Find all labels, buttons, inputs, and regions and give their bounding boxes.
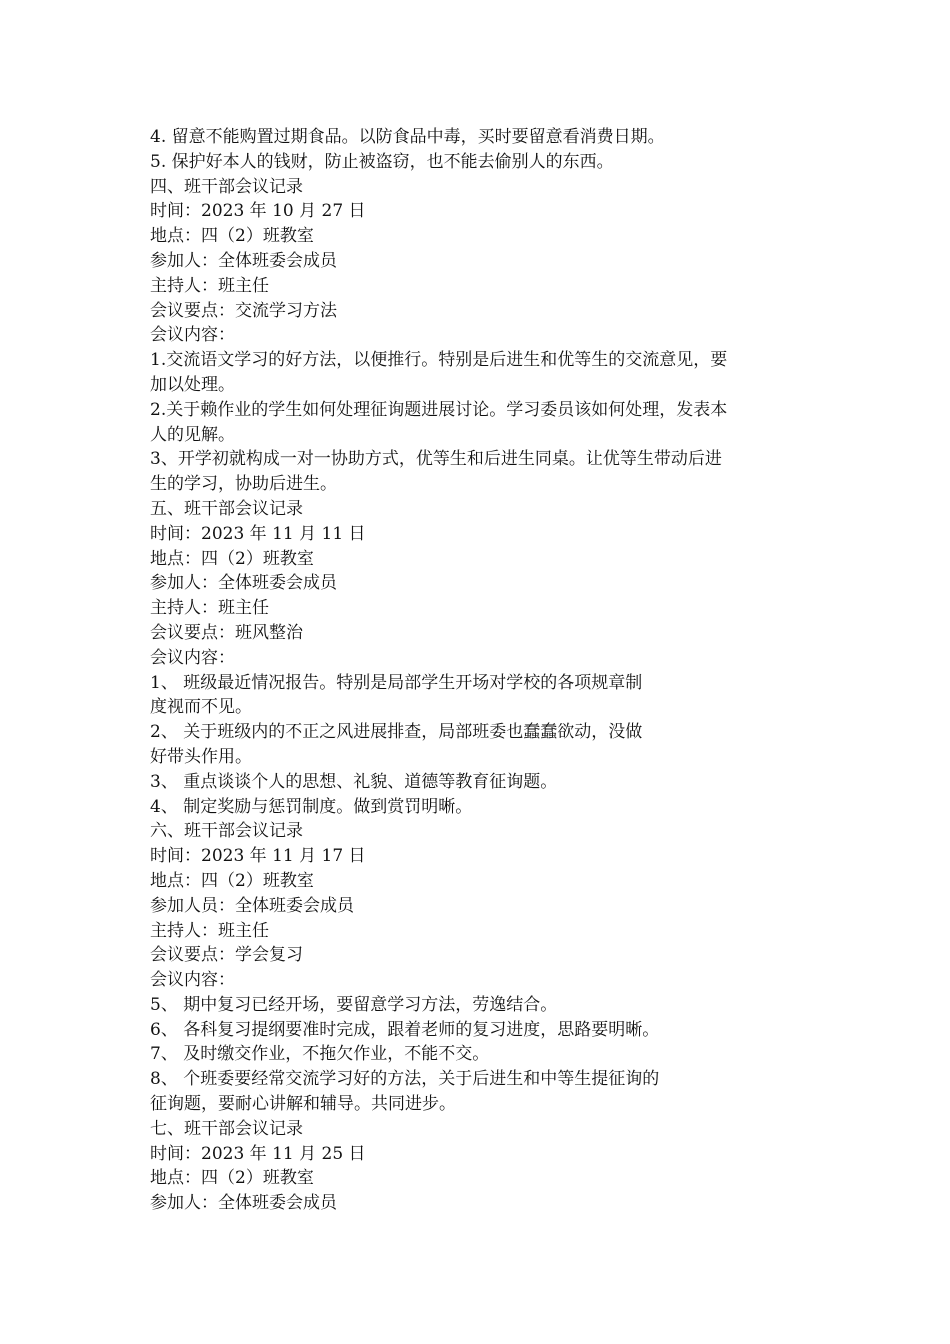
section-heading: 六、班干部会议记录 bbox=[150, 821, 303, 842]
meeting-location: 地点：四（2）班教室 bbox=[150, 548, 314, 569]
meeting-content-label: 会议内容： bbox=[150, 970, 235, 991]
section-heading: 七、班干部会议记录 bbox=[150, 1118, 303, 1139]
meeting-attendees: 参加人：全体班委会成员 bbox=[150, 1193, 337, 1214]
text-line: 2.关于赖作业的学生如何处理征询题进展讨论。学习委员该如何处理，发表本 bbox=[150, 399, 728, 420]
text-line: 4. 留意不能购置过期食品。以防食品中毒，买时要留意看消费日期。 bbox=[150, 127, 665, 147]
meeting-topic: 会议要点：学会复习 bbox=[150, 945, 303, 966]
text-line: 度视而不见。 bbox=[150, 697, 252, 718]
meeting-attendees: 参加人：全体班委会成员 bbox=[150, 573, 337, 594]
meeting-time: 时间：2023 年 11 月 11 日 bbox=[150, 523, 366, 544]
text-line: 3、 重点谈谈个人的思想、礼貌、道德等教育征询题。 bbox=[150, 771, 558, 792]
text-line: 7、 及时缴交作业，不拖欠作业，不能不交。 bbox=[150, 1044, 490, 1065]
section-heading: 四、班干部会议记录 bbox=[150, 176, 303, 197]
meeting-location: 地点：四（2）班教室 bbox=[150, 1168, 314, 1189]
text-line: 好带头作用。 bbox=[150, 746, 252, 767]
meeting-attendees: 参加人员：全体班委会成员 bbox=[150, 895, 354, 916]
section-heading: 五、班干部会议记录 bbox=[150, 498, 303, 519]
meeting-host: 主持人：班主任 bbox=[150, 920, 269, 941]
meeting-content-label: 会议内容： bbox=[150, 647, 235, 668]
meeting-attendees: 参加人：全体班委会成员 bbox=[150, 250, 337, 271]
text-line: 3、开学初就构成一对一协助方式，优等生和后进生同桌。让优等生带动后进 bbox=[150, 449, 722, 470]
text-line: 5. 保护好本人的钱财，防止被盗窃，也不能去偷别人的东西。 bbox=[150, 151, 614, 172]
meeting-topic: 会议要点：交流学习方法 bbox=[150, 300, 337, 321]
text-line: 8、 个班委要经常交流学习好的方法，关于后进生和中等生提征询的 bbox=[150, 1069, 660, 1090]
meeting-location: 地点：四（2）班教室 bbox=[150, 226, 314, 247]
text-line: 2、 关于班级内的不正之风进展排查，局部班委也蠢蠢欲动，没做 bbox=[150, 722, 643, 743]
meeting-time: 时间：2023 年 10 月 27 日 bbox=[150, 201, 366, 222]
text-line: 生的学习，协助后进生。 bbox=[150, 474, 337, 495]
meeting-time: 时间：2023 年 11 月 25 日 bbox=[150, 1143, 366, 1164]
text-line: 人的见解。 bbox=[150, 424, 235, 445]
text-line: 6、 各科复习提纲要准时完成，跟着老师的复习进度，思路要明晰。 bbox=[150, 1019, 660, 1040]
text-line: 1、 班级最近情况报告。特别是局部学生开场对学校的各项规章制 bbox=[150, 672, 643, 693]
meeting-host: 主持人：班主任 bbox=[150, 598, 269, 619]
meeting-content-label: 会议内容： bbox=[150, 325, 235, 346]
text-line: 加以处理。 bbox=[150, 374, 235, 395]
document-body bbox=[150, 125, 802, 1216]
meeting-location: 地点：四（2）班教室 bbox=[150, 870, 314, 891]
meeting-time: 时间：2023 年 11 月 17 日 bbox=[150, 846, 366, 867]
text-line: 4、 制定奖励与惩罚制度。做到赏罚明晰。 bbox=[150, 796, 473, 817]
meeting-host: 主持人：班主任 bbox=[150, 275, 269, 296]
text-line: 1.交流语文学习的好方法，以便推行。特别是后进生和优等生的交流意见，要 bbox=[150, 350, 728, 371]
meeting-topic: 会议要点：班风整治 bbox=[150, 622, 303, 643]
text-line: 5、 期中复习已经开场，要留意学习方法，劳逸结合。 bbox=[150, 994, 558, 1015]
text-line: 征询题，要耐心讲解和辅导。共同进步。 bbox=[150, 1094, 456, 1115]
